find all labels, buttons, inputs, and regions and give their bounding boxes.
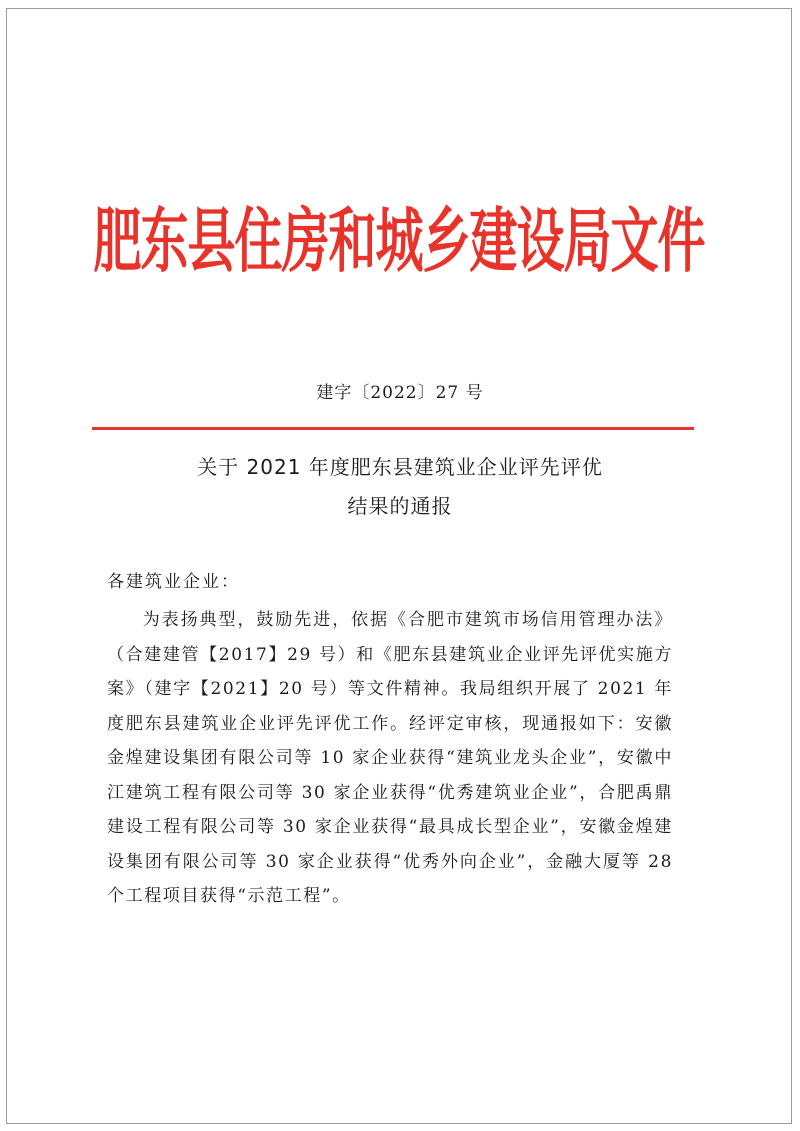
issuing-authority-title: 肥东县住房和城乡建设局文件 bbox=[93, 200, 705, 283]
salutation: 各建筑业企业： bbox=[107, 572, 240, 592]
page-border bbox=[6, 8, 792, 1124]
document-title-line-1: 关于 2021 年度肥东县建筑业企业评先评优 bbox=[197, 455, 603, 479]
red-divider-line bbox=[92, 427, 694, 430]
document-header bbox=[92, 185, 706, 285]
document-title-line-2: 结果的通报 bbox=[347, 494, 453, 518]
document-number: 建字〔2022〕27 号 bbox=[316, 383, 484, 403]
body-paragraph: 为表扬典型，鼓励先进，依据《合肥市建筑市场信用管理办法》（合建建管【2017】29 号）和《肥东县建筑业企业评先评优实施方案》（建字【2021】20 号）等文件精神。我局组织开展了 2021 年度肥东县建筑业企业评先评优工作。经评定审核，现通报如下：安徽金煌建设集团有限公司等 10 家企业获得“建筑业龙头企业”，安徽中江建筑工程有限公司等 30 家企业获得“优秀建筑业企业”，合肥禹鼎建设工程有限公司等 30 家企业获得“最具成长型企业”，安徽金煌建设集团有限公司等 30 家企业获得“优秀外向企业”，金融大厦等 28 个工程项目获得“示范工程”。 bbox=[107, 610, 673, 906]
